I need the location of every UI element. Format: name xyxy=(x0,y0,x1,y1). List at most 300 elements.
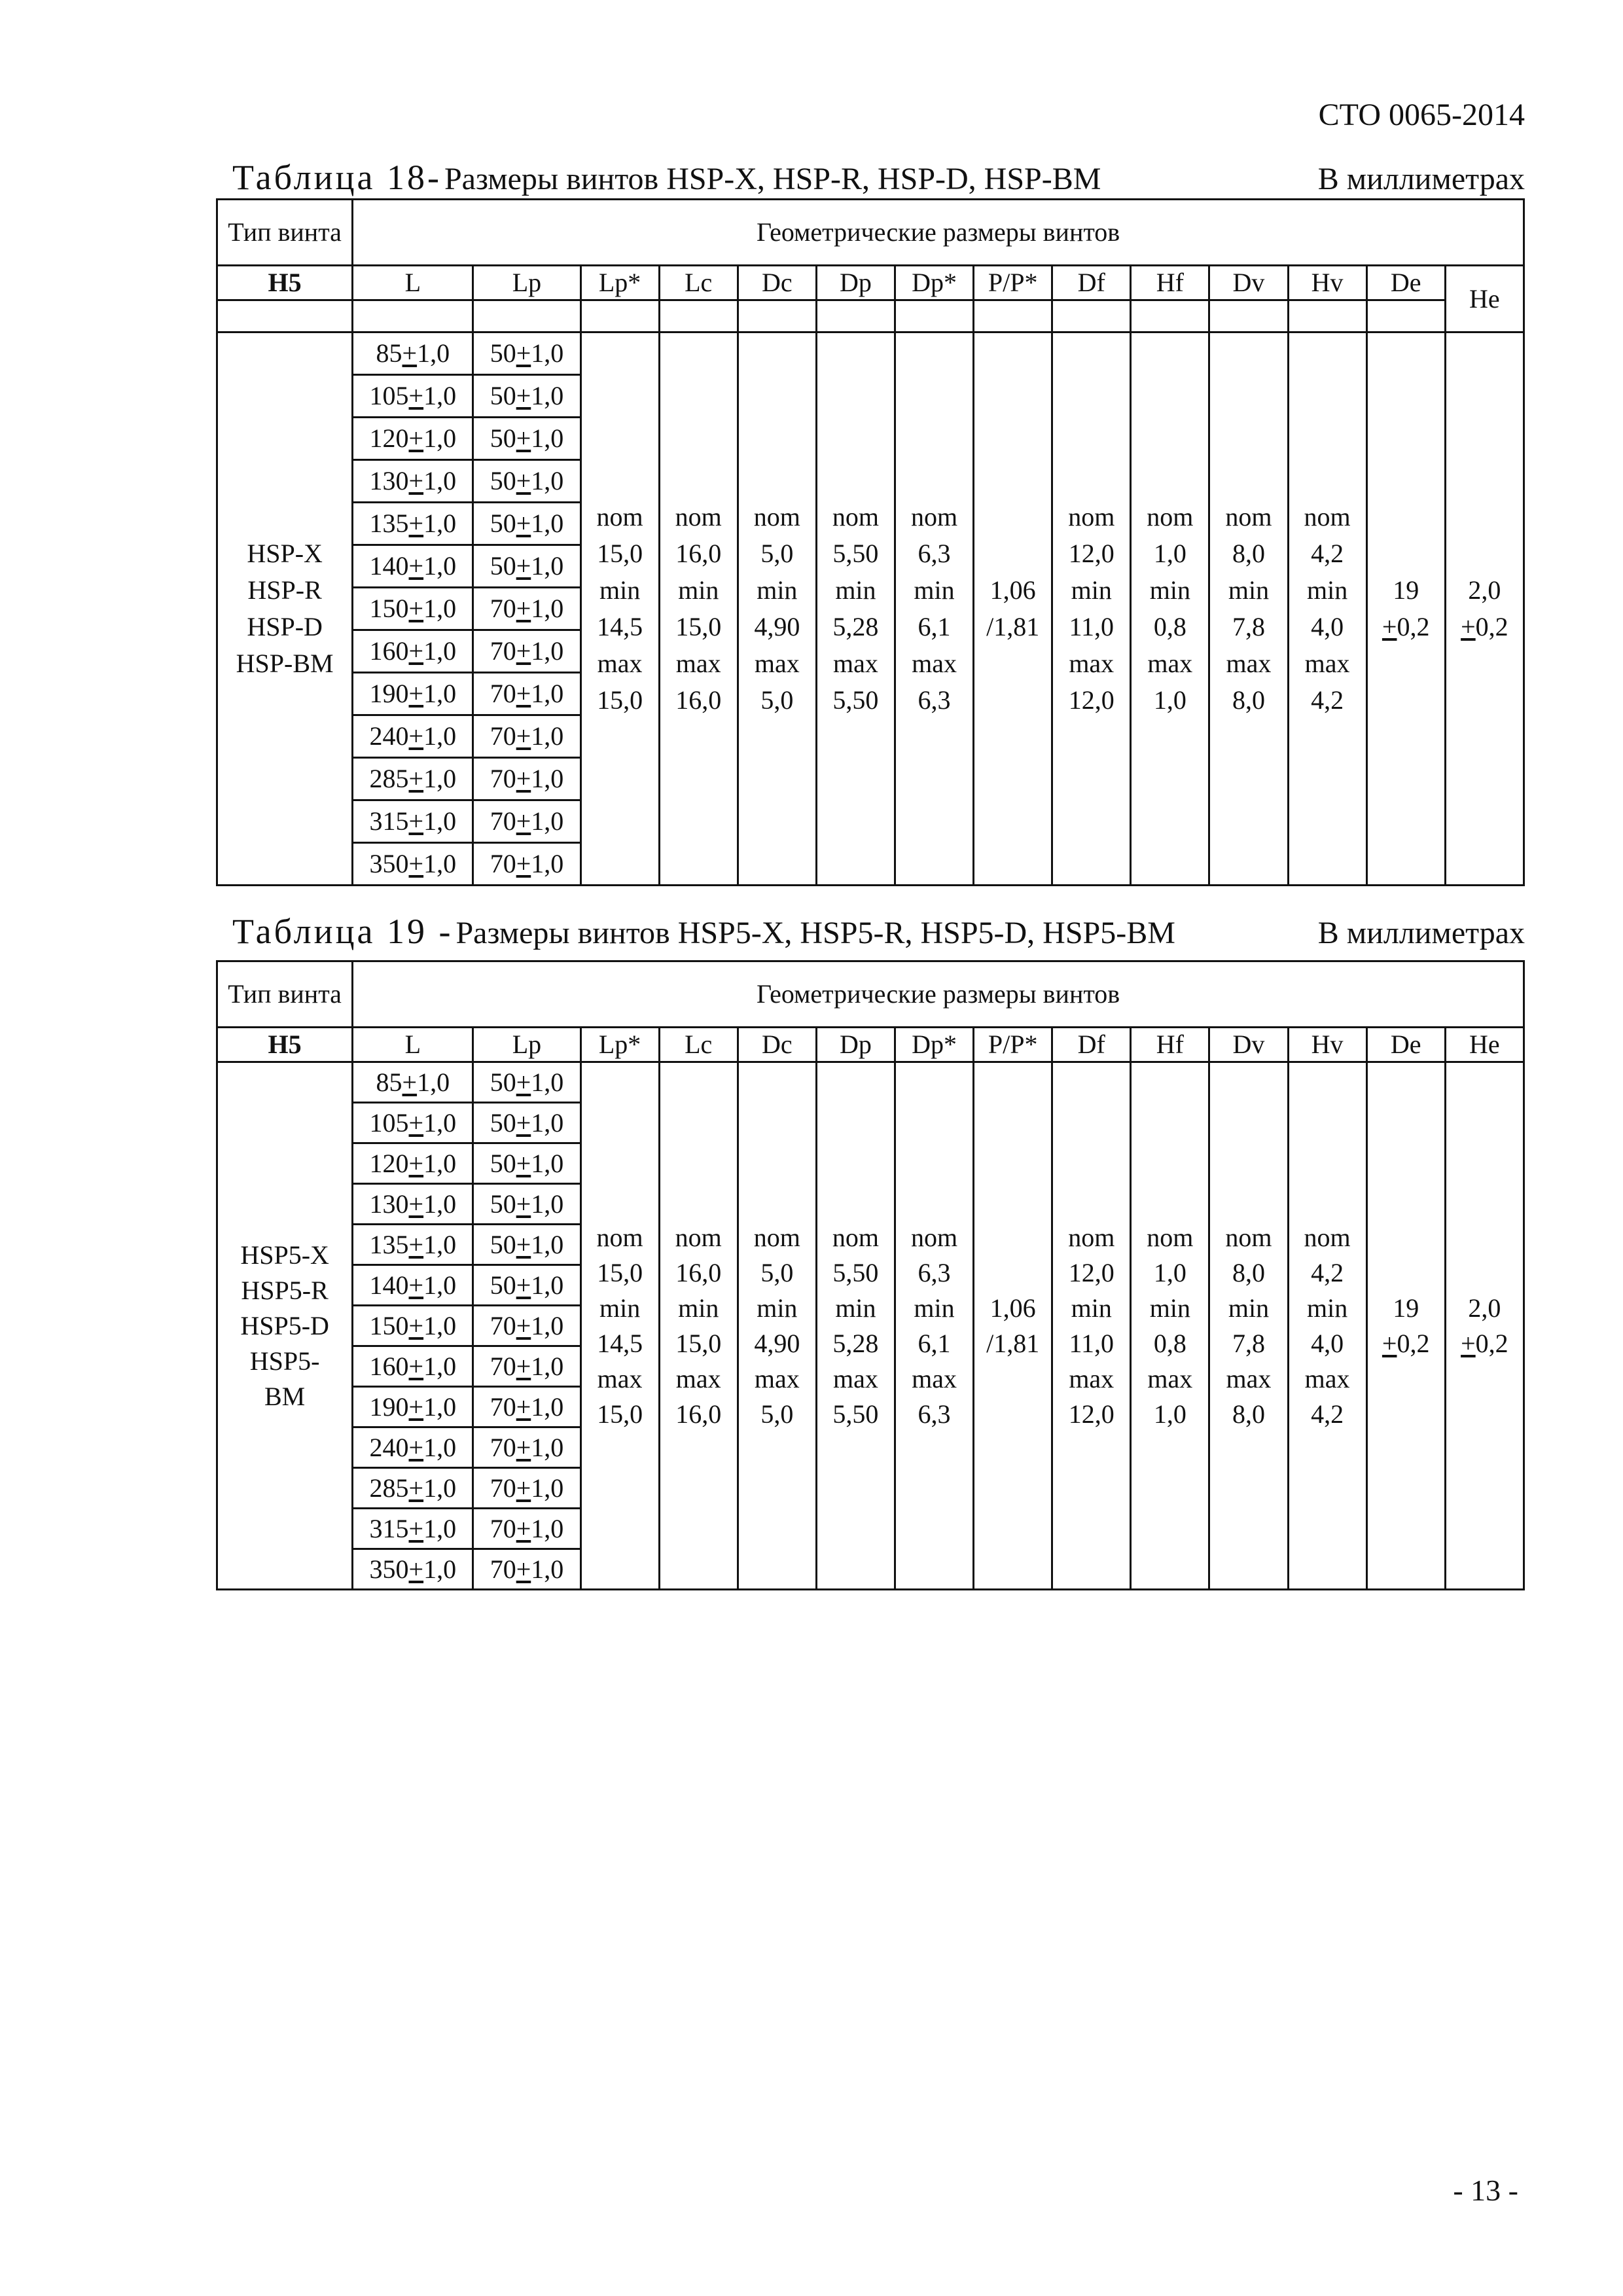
lp-star-line: nom xyxy=(596,1222,643,1252)
length-tol-sign: + xyxy=(408,1432,424,1462)
blank-cell xyxy=(217,300,353,332)
length-value: 105 xyxy=(369,1107,409,1138)
lp-value: 50 xyxy=(490,1148,516,1178)
lp-tol-sign: + xyxy=(516,1473,531,1503)
column-header-dc-4: Dc xyxy=(738,1028,816,1062)
de-value: 19 xyxy=(1393,575,1419,605)
dc-line: 5,0 xyxy=(760,1399,794,1429)
lp-value: 70 xyxy=(490,679,516,708)
length-cell xyxy=(353,545,473,588)
dp-line: 5,28 xyxy=(832,1328,879,1358)
length-tol: 1,0 xyxy=(423,509,457,538)
de-tol-sign: + xyxy=(1382,1328,1397,1358)
length-tol: 1,0 xyxy=(423,1351,457,1381)
lp-star-line: min xyxy=(599,1293,641,1323)
length-cell xyxy=(353,1387,473,1427)
table-18-units: В миллиметрах xyxy=(1317,162,1525,196)
lp-tol-sign: + xyxy=(516,551,531,581)
blank-cell xyxy=(895,300,973,332)
de-cell xyxy=(1366,332,1445,886)
lp-value: 70 xyxy=(490,1473,516,1503)
length-tol: 1,0 xyxy=(423,1189,457,1219)
lp-tol: 1,0 xyxy=(531,721,564,751)
dp-star-cell xyxy=(895,332,973,886)
dv-cell xyxy=(1209,1062,1288,1590)
he-cell xyxy=(1445,332,1524,886)
lp-star-line: max xyxy=(597,1363,643,1393)
lp-value: 50 xyxy=(490,509,516,538)
lp-value: 70 xyxy=(490,1351,516,1381)
de-value: 19 xyxy=(1393,1293,1419,1323)
df-line: 11,0 xyxy=(1069,612,1115,641)
hf-cell xyxy=(1131,1062,1209,1590)
dp-star-line: min xyxy=(914,575,955,605)
dp-line: 5,50 xyxy=(832,685,879,715)
length-value: 85 xyxy=(376,1067,402,1097)
column-header-pp-7: P/P* xyxy=(974,1028,1052,1062)
length-cell xyxy=(353,1346,473,1387)
dp-star-line: nom xyxy=(910,502,958,531)
lc-line: 15,0 xyxy=(675,1328,722,1358)
blank-cell xyxy=(1288,300,1366,332)
length-tol: 1,0 xyxy=(423,764,457,793)
type-header: Тип винта xyxy=(217,961,353,1028)
dv-line: 8,0 xyxy=(1232,1399,1265,1429)
table-18-title-word: Таблица 18- xyxy=(232,158,442,197)
length-value: 85 xyxy=(376,338,402,368)
length-tol-sign: + xyxy=(408,551,424,581)
dv-line: max xyxy=(1226,649,1272,678)
length-cell xyxy=(353,1509,473,1549)
length-value: 315 xyxy=(369,1513,409,1543)
table-19-title-word: Таблица 19 - xyxy=(232,912,454,951)
lp-tol-sign: + xyxy=(516,338,531,368)
length-tol-sign: + xyxy=(402,338,418,368)
dc-cell xyxy=(738,1062,816,1590)
lp-star-line: 15,0 xyxy=(597,685,643,715)
length-tol-sign: + xyxy=(408,764,424,793)
df-line: min xyxy=(1071,575,1112,605)
column-row xyxy=(217,266,1524,300)
blank-cell xyxy=(353,300,473,332)
length-tol: 1,0 xyxy=(423,1310,457,1340)
screw-type-line: BM xyxy=(264,1381,306,1411)
lc-line: nom xyxy=(675,1222,722,1252)
lp-tol: 1,0 xyxy=(531,1229,564,1259)
lp-tol-sign: + xyxy=(516,1554,531,1584)
lp-cell xyxy=(473,545,580,588)
length-cell xyxy=(353,1427,473,1468)
length-tol: 1,0 xyxy=(423,381,457,410)
length-tol: 1,0 xyxy=(423,1229,457,1259)
column-header-hv-11: Hv xyxy=(1288,1028,1366,1062)
screw-type-line: HSP5- xyxy=(249,1346,320,1376)
lc-line: 16,0 xyxy=(675,1257,722,1287)
lp-cell xyxy=(473,800,580,843)
he-cell xyxy=(1445,1062,1524,1590)
table-18-caption xyxy=(232,157,1525,198)
lp-value: 70 xyxy=(490,764,516,793)
lp-star-line: 14,5 xyxy=(597,612,643,641)
lc-cell xyxy=(659,1062,738,1590)
length-value: 315 xyxy=(369,806,409,836)
dv-line: nom xyxy=(1225,502,1272,531)
lp-tol: 1,0 xyxy=(531,1554,564,1584)
lp-cell xyxy=(473,758,580,800)
length-cell xyxy=(353,630,473,673)
lp-value: 70 xyxy=(490,1391,516,1422)
lp-tol: 1,0 xyxy=(531,806,564,836)
lp-tol-sign: + xyxy=(516,849,531,878)
column-header-df-8: Df xyxy=(1052,1028,1131,1062)
lp-cell xyxy=(473,1387,580,1427)
lp-tol-sign: + xyxy=(516,1229,531,1259)
length-tol-sign: + xyxy=(408,1229,424,1259)
column-header-dp-6: Dp* xyxy=(895,1028,973,1062)
dv-line: 7,8 xyxy=(1232,1328,1265,1358)
hf-line: max xyxy=(1147,649,1193,678)
lp-tol: 1,0 xyxy=(531,338,564,368)
dp-line: max xyxy=(832,649,878,678)
de-tol-sign: + xyxy=(1382,612,1397,641)
dv-line: min xyxy=(1228,1293,1270,1323)
dp-star-line: max xyxy=(912,649,957,678)
dc-line: 5,0 xyxy=(760,1257,794,1287)
length-tol-sign: + xyxy=(408,1310,424,1340)
df-line: max xyxy=(1069,1363,1115,1393)
lp-tol: 1,0 xyxy=(531,1391,564,1422)
length-value: 240 xyxy=(369,721,409,751)
hf-line: 0,8 xyxy=(1153,612,1186,641)
lc-line: min xyxy=(678,1293,719,1323)
lp-value: 70 xyxy=(490,1513,516,1543)
hv-line: 4,2 xyxy=(1311,1399,1344,1429)
column-header-hv-11: Hv xyxy=(1288,266,1366,300)
length-tol: 1,0 xyxy=(423,849,457,878)
lp-value: 50 xyxy=(490,423,516,453)
lp-tol: 1,0 xyxy=(531,1067,564,1097)
header-row xyxy=(217,200,1524,266)
lp-tol-sign: + xyxy=(516,1148,531,1178)
lp-tol-sign: + xyxy=(516,594,531,623)
lp-value: 70 xyxy=(490,636,516,666)
he-tol: 0,2 xyxy=(1475,1328,1508,1358)
lp-tol-sign: + xyxy=(516,1107,531,1138)
length-cell xyxy=(353,1265,473,1306)
lp-tol-sign: + xyxy=(516,806,531,836)
lc-line: max xyxy=(675,1363,721,1393)
length-tol-sign: + xyxy=(408,1270,424,1300)
type-header: Тип винта xyxy=(217,200,353,266)
length-cell xyxy=(353,673,473,715)
lp-tol: 1,0 xyxy=(531,1189,564,1219)
lp-tol: 1,0 xyxy=(531,1148,564,1178)
lc-line: 15,0 xyxy=(675,612,722,641)
length-value: 350 xyxy=(369,1554,409,1584)
lp-value: 70 xyxy=(490,594,516,623)
dp-line: max xyxy=(832,1363,878,1393)
lp-cell xyxy=(473,503,580,545)
length-cell xyxy=(353,1306,473,1346)
table-19-caption xyxy=(232,911,1525,952)
lp-tol: 1,0 xyxy=(531,679,564,708)
dp-cell xyxy=(816,1062,895,1590)
column-header-lp-1: Lp xyxy=(473,1028,580,1062)
length-value: 190 xyxy=(369,1391,409,1422)
hf-line: 1,0 xyxy=(1153,1257,1186,1287)
he-value: 2,0 xyxy=(1468,1293,1501,1323)
dc-line: 4,90 xyxy=(754,612,800,641)
lp-value: 50 xyxy=(490,1067,516,1097)
lp-tol: 1,0 xyxy=(531,764,564,793)
lp-tol-sign: + xyxy=(516,381,531,410)
df-cell xyxy=(1052,332,1131,886)
lp-star-line: 15,0 xyxy=(597,1257,643,1287)
length-value: 160 xyxy=(369,636,409,666)
table-18-title xyxy=(232,157,1101,198)
dc-line: 5,0 xyxy=(760,539,794,568)
lc-line: 16,0 xyxy=(675,1399,722,1429)
lc-line: min xyxy=(678,575,719,605)
blank-cell xyxy=(816,300,895,332)
hv-line: 4,0 xyxy=(1311,612,1344,641)
length-cell xyxy=(353,1549,473,1590)
length-tol: 1,0 xyxy=(423,1107,457,1138)
dp-line: nom xyxy=(832,502,879,531)
document-code: СТО 0065-2014 xyxy=(1318,98,1525,132)
blank-cell xyxy=(1366,300,1445,332)
dp-line: 5,28 xyxy=(832,612,879,641)
column-header-de-12: De xyxy=(1366,1028,1445,1062)
blank-cell xyxy=(1209,300,1288,332)
pitch-ratio-line: /1,81 xyxy=(986,612,1040,641)
screw-types-cell xyxy=(217,332,353,886)
length-tol: 1,0 xyxy=(423,466,457,495)
length-cell xyxy=(353,843,473,886)
dv-line: nom xyxy=(1225,1222,1272,1252)
dp-line: nom xyxy=(832,1222,879,1252)
hv-line: nom xyxy=(1304,1222,1351,1252)
lp-tol: 1,0 xyxy=(531,1351,564,1381)
length-tol-sign: + xyxy=(408,679,424,708)
blank-row xyxy=(217,300,1524,332)
hf-line: min xyxy=(1149,575,1190,605)
lp-value: 50 xyxy=(490,1229,516,1259)
length-cell xyxy=(353,588,473,630)
blank-cell xyxy=(738,300,816,332)
column-header-dv-10: Dv xyxy=(1209,1028,1288,1062)
lp-value: 70 xyxy=(490,849,516,878)
lp-tol-sign: + xyxy=(516,721,531,751)
lp-tol: 1,0 xyxy=(531,1107,564,1138)
column-header-dc-4: Dc xyxy=(738,266,816,300)
he-tol: 0,2 xyxy=(1475,612,1508,641)
table-row xyxy=(217,332,1524,375)
lp-cell xyxy=(473,843,580,886)
hv-line: nom xyxy=(1304,502,1351,531)
length-tol: 1,0 xyxy=(423,1432,457,1462)
length-tol-sign: + xyxy=(408,1148,424,1178)
lp-star-line: max xyxy=(597,649,643,678)
lp-star-line: nom xyxy=(596,502,643,531)
lp-tol: 1,0 xyxy=(531,381,564,410)
lp-tol: 1,0 xyxy=(531,551,564,581)
column-row xyxy=(217,1028,1524,1062)
df-line: min xyxy=(1071,1293,1112,1323)
lp-cell xyxy=(473,1103,580,1143)
lp-tol-sign: + xyxy=(516,1351,531,1381)
dp-star-line: 6,3 xyxy=(918,685,951,715)
length-tol: 1,0 xyxy=(423,1513,457,1543)
length-tol-sign: + xyxy=(402,1067,418,1097)
lp-tol: 1,0 xyxy=(531,1473,564,1503)
length-tol-sign: + xyxy=(408,1473,424,1503)
lp-cell xyxy=(473,1468,580,1509)
lp-cell xyxy=(473,715,580,758)
dc-line: 5,0 xyxy=(760,685,794,715)
lp-star-cell xyxy=(580,1062,659,1590)
length-value: 150 xyxy=(369,594,409,623)
dc-line: nom xyxy=(753,502,800,531)
length-tol: 1,0 xyxy=(423,423,457,453)
length-value: 285 xyxy=(369,764,409,793)
lp-tol-sign: + xyxy=(516,1270,531,1300)
lp-star-cell xyxy=(580,332,659,886)
h5-header: H5 xyxy=(217,1028,353,1062)
length-tol: 1,0 xyxy=(423,1270,457,1300)
lp-tol: 1,0 xyxy=(531,1270,564,1300)
lp-cell xyxy=(473,1265,580,1306)
lp-tol: 1,0 xyxy=(531,466,564,495)
lp-value: 70 xyxy=(490,1554,516,1584)
length-cell xyxy=(353,375,473,418)
dc-line: nom xyxy=(753,1222,800,1252)
length-value: 130 xyxy=(369,466,409,495)
column-header-hf-9: Hf xyxy=(1131,266,1209,300)
lp-value: 50 xyxy=(490,1189,516,1219)
lc-line: 16,0 xyxy=(675,539,722,568)
lp-tol: 1,0 xyxy=(531,636,564,666)
blank-cell xyxy=(1131,300,1209,332)
hv-line: max xyxy=(1304,649,1350,678)
column-header-l-0: L xyxy=(353,1028,473,1062)
lp-tol: 1,0 xyxy=(531,423,564,453)
dv-line: 7,8 xyxy=(1232,612,1265,641)
length-tol: 1,0 xyxy=(423,1554,457,1584)
lp-value: 50 xyxy=(490,381,516,410)
length-tol-sign: + xyxy=(408,1391,424,1422)
column-header-hf-9: Hf xyxy=(1131,1028,1209,1062)
lc-line: nom xyxy=(675,502,722,531)
lp-tol: 1,0 xyxy=(531,509,564,538)
lp-star-line: 15,0 xyxy=(597,539,643,568)
column-header-dp-5: Dp xyxy=(816,266,895,300)
lp-tol: 1,0 xyxy=(531,1513,564,1543)
column-header-de-12: De xyxy=(1366,266,1445,300)
length-value: 160 xyxy=(369,1351,409,1381)
lp-tol: 1,0 xyxy=(531,594,564,623)
df-line: 12,0 xyxy=(1068,539,1115,568)
dv-cell xyxy=(1209,332,1288,886)
lp-tol-sign: + xyxy=(516,679,531,708)
hf-cell xyxy=(1131,332,1209,886)
screw-type-line: HSP5-R xyxy=(241,1275,329,1305)
length-cell xyxy=(353,1103,473,1143)
lp-cell xyxy=(473,1225,580,1265)
table-19-units: В миллиметрах xyxy=(1317,916,1525,950)
he-tol-sign: + xyxy=(1461,612,1476,641)
table-19 xyxy=(216,960,1525,1590)
screw-types-cell xyxy=(217,1062,353,1590)
lp-value: 50 xyxy=(490,1270,516,1300)
length-cell xyxy=(353,1143,473,1184)
df-line: 12,0 xyxy=(1068,1257,1115,1287)
lp-cell xyxy=(473,1184,580,1225)
lp-cell xyxy=(473,1306,580,1346)
column-header-l-0: L xyxy=(353,266,473,300)
df-line: 12,0 xyxy=(1068,685,1115,715)
length-cell xyxy=(353,1062,473,1103)
length-tol-sign: + xyxy=(408,636,424,666)
hv-line: 4,0 xyxy=(1311,1328,1344,1358)
hf-line: 1,0 xyxy=(1153,685,1186,715)
lp-value: 50 xyxy=(490,338,516,368)
length-tol-sign: + xyxy=(408,466,424,495)
length-cell xyxy=(353,1184,473,1225)
table-19-title-rest: Размеры винтов HSP5-X, HSP5-R, HSP5-D, HSP5-BM xyxy=(455,916,1175,950)
screw-type-line: HSP-R xyxy=(247,575,322,605)
dp-line: 5,50 xyxy=(832,1257,879,1287)
lp-value: 70 xyxy=(490,1432,516,1462)
df-cell xyxy=(1052,1062,1131,1590)
length-cell xyxy=(353,460,473,503)
lp-cell xyxy=(473,673,580,715)
blank-cell xyxy=(974,300,1052,332)
lc-cell xyxy=(659,332,738,886)
he-value: 2,0 xyxy=(1468,575,1501,605)
lc-line: max xyxy=(675,649,721,678)
length-value: 135 xyxy=(369,1229,409,1259)
length-value: 105 xyxy=(369,381,409,410)
blank-cell xyxy=(1052,300,1131,332)
lp-value: 50 xyxy=(490,466,516,495)
hv-line: max xyxy=(1304,1363,1350,1393)
lp-cell xyxy=(473,418,580,460)
dp-star-cell xyxy=(895,1062,973,1590)
hf-line: 0,8 xyxy=(1153,1328,1186,1358)
length-tol: 1,0 xyxy=(423,636,457,666)
lp-tol-sign: + xyxy=(516,466,531,495)
length-tol-sign: + xyxy=(408,806,424,836)
dp-star-line: 6,3 xyxy=(918,1257,951,1287)
lp-tol-sign: + xyxy=(516,1310,531,1340)
dp-star-line: nom xyxy=(910,1222,958,1252)
lp-tol-sign: + xyxy=(516,1189,531,1219)
screw-type-line: HSP-D xyxy=(247,612,323,641)
length-value: 285 xyxy=(369,1473,409,1503)
length-value: 190 xyxy=(369,679,409,708)
lp-tol-sign: + xyxy=(516,1432,531,1462)
column-header-dv-10: Dv xyxy=(1209,266,1288,300)
length-tol: 1,0 xyxy=(423,1148,457,1178)
lp-value: 70 xyxy=(490,806,516,836)
lp-cell xyxy=(473,1549,580,1590)
length-tol-sign: + xyxy=(408,1107,424,1138)
hv-line: min xyxy=(1306,575,1348,605)
dp-star-line: 6,1 xyxy=(918,612,951,641)
hv-line: min xyxy=(1306,1293,1348,1323)
length-tol: 1,0 xyxy=(417,338,450,368)
